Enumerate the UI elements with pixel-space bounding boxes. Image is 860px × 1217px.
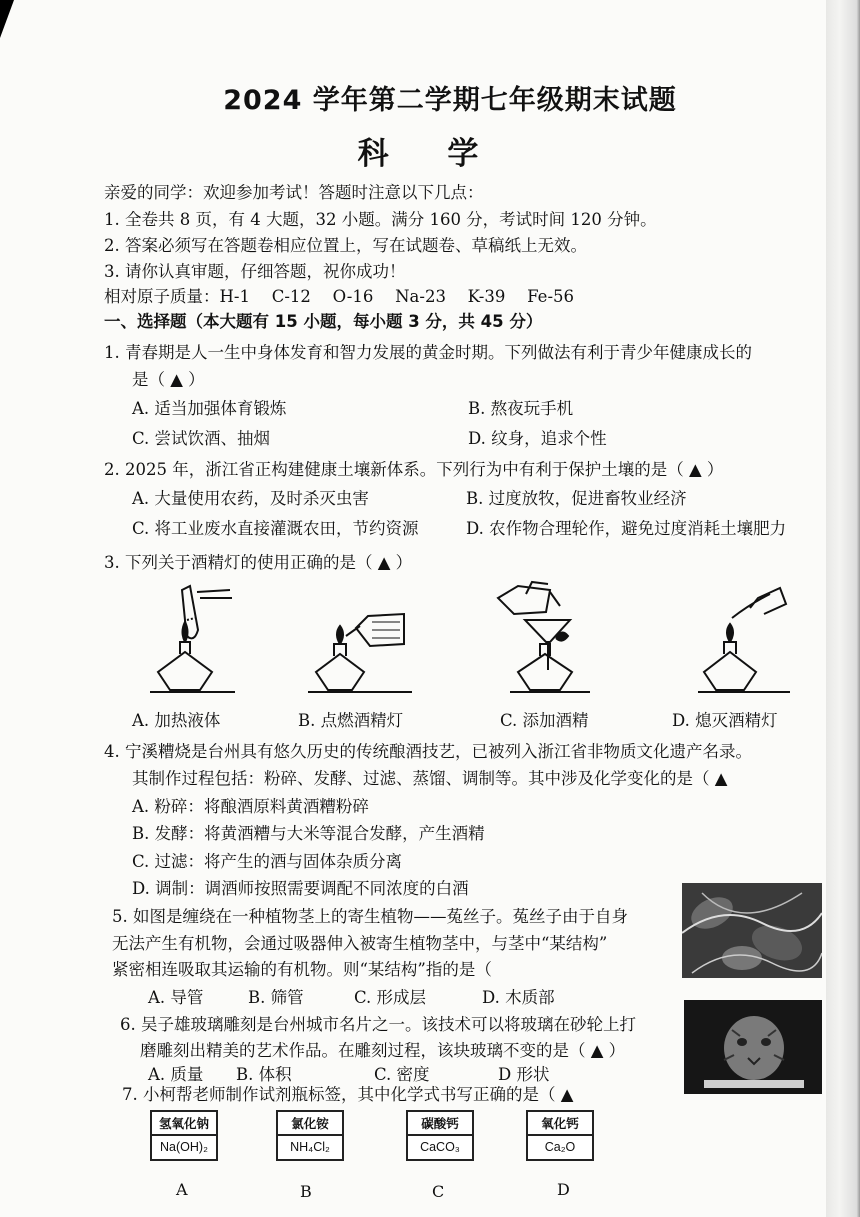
q3-option-a: A. 加热液体 xyxy=(132,711,221,730)
atomic-masses: 相对原子质量：H-1 C-12 O-16 Na-23 K-39 Fe-56 xyxy=(104,287,575,306)
q1-option-c: C. 尝试饮酒、抽烟 xyxy=(132,429,271,448)
section-heading: 一、选择题（本大题有 15 小题，每小题 3 分，共 45 分） xyxy=(104,312,543,331)
q4-option-a: A. 粉碎：将酿酒原料黄酒糟粉碎 xyxy=(132,797,369,816)
q4-option-b: B. 发酵：将黄酒糟与大米等混合发酵，产生酒精 xyxy=(132,824,485,843)
reagent-label-d xyxy=(526,1110,594,1161)
q2-option-c: C. 将工业废水直接灌溉农田，节约资源 xyxy=(132,519,419,538)
q4-stem-cont: 其制作过程包括：粉碎、发酵、过滤、蒸馏、调制等。其中涉及化学变化的是（ ▲ xyxy=(132,769,728,788)
q6-option-b: B. 体积 xyxy=(236,1065,292,1084)
q6-stem-cont: 磨雕刻出精美的艺术作品。在雕刻过程，该块玻璃不变的是（ ▲ ） xyxy=(140,1041,626,1060)
q4-stem: 4. 宁溪糟烧是台州具有悠久历史的传统酿酒技艺，已被列入浙江省非物质文化遗产名录。 xyxy=(104,742,752,761)
q3-option-c: C. 添加酒精 xyxy=(500,711,589,730)
q5-option-d: D. 木质部 xyxy=(482,988,555,1007)
q5-option-a: A. 导管 xyxy=(148,988,204,1007)
glass-tiger-carving-photo xyxy=(684,1000,822,1094)
q7-stem: 7. 小柯帮老师制作试剂瓶标签，其中化学式书写正确的是（ ▲ xyxy=(122,1085,574,1104)
q2-option-d: D. 农作物合理轮作，避免过度消耗土壤肥力 xyxy=(466,519,787,538)
reagent-label-b xyxy=(276,1110,344,1161)
scan-page-edge xyxy=(826,0,860,1217)
reagent-label-d-name: 氧化钙 xyxy=(528,1112,592,1136)
q5-option-b: B. 筛管 xyxy=(248,988,304,1007)
q4-option-c: C. 过滤：将产生的酒与固体杂质分离 xyxy=(132,852,403,871)
q2-option-a: A. 大量使用农药，及时杀灭虫害 xyxy=(132,489,369,508)
intro-note-2: 2. 答案必须写在答题卷相应位置上，写在试题卷、草稿纸上无效。 xyxy=(104,236,587,255)
q5-stem-cont-1: 无法产生有机物，会通过吸器伸入被寄生植物茎中，与茎中“某结构” xyxy=(112,934,608,953)
q6-stem: 6. 吴子雄玻璃雕刻是台州城市名片之一。该技术可以将玻璃在砂轮上打 xyxy=(120,1015,636,1034)
reagent-label-a-name: 氢氧化钠 xyxy=(152,1112,216,1136)
alcohol-lamp-heating-liquid-figure xyxy=(140,580,240,698)
reagent-label-d-formula: Ca₂O xyxy=(544,1140,576,1154)
reagent-label-a-formula: Na(OH)₂ xyxy=(160,1140,208,1154)
q1-stem-cont: 是（ ▲ ） xyxy=(132,370,205,389)
scan-corner-mark xyxy=(0,0,14,38)
intro-note-3: 3. 请你认真审题，仔细答题，祝你成功！ xyxy=(104,262,406,281)
exam-title: 2024 学年第二学期七年级期末试题 xyxy=(223,85,677,116)
q3-option-b: B. 点燃酒精灯 xyxy=(298,711,404,730)
adding-alcohol-funnel-figure xyxy=(490,580,610,698)
q7-choice-letter-a: A xyxy=(176,1180,188,1199)
reagent-label-c-name: 碳酸钙 xyxy=(408,1112,472,1136)
intro-greeting: 亲爱的同学：欢迎参加考试！答题时注意以下几点： xyxy=(104,183,484,202)
subject-title: 科 学 xyxy=(357,136,503,172)
reagent-label-a xyxy=(150,1110,218,1161)
q2-option-b: B. 过度放牧，促进畜牧业经济 xyxy=(466,489,687,508)
q1-option-a: A. 适当加强体育锻炼 xyxy=(132,399,287,418)
q6-option-c: C. 密度 xyxy=(374,1065,430,1084)
q4-option-d: D. 调制：调酒师按照需要调配不同浓度的白酒 xyxy=(132,879,469,898)
q6-option-d: D 形状 xyxy=(498,1065,550,1084)
q1-option-d: D. 纹身，追求个性 xyxy=(468,429,607,448)
dodder-plant-photo xyxy=(682,883,822,978)
q3-stem: 3. 下列关于酒精灯的使用正确的是（ ▲ ） xyxy=(104,553,413,572)
extinguishing-lamp-figure xyxy=(690,582,800,698)
lighting-lamp-with-lamp-figure xyxy=(300,598,420,698)
reagent-label-b-name: 氯化铵 xyxy=(278,1112,342,1136)
reagent-label-b-formula: NH₄Cl₂ xyxy=(290,1140,330,1154)
q5-option-c: C. 形成层 xyxy=(354,988,427,1007)
reagent-label-c-formula: CaCO₃ xyxy=(420,1140,460,1154)
q1-stem: 1. 青春期是人一生中身体发育和智力发展的黄金时期。下列做法有利于青少年健康成长的 xyxy=(104,343,752,362)
q1-option-b: B. 熬夜玩手机 xyxy=(468,399,574,418)
q6-option-a: A. 质量 xyxy=(148,1065,204,1084)
q5-stem: 5. 如图是缠绕在一种植物茎上的寄生植物——菟丝子。菟丝子由于自身 xyxy=(112,907,628,926)
q7-choice-letter-d: D xyxy=(557,1180,570,1199)
q5-stem-cont-2: 紧密相连吸取其运输的有机物。则“某结构”指的是（ xyxy=(112,960,492,979)
q7-choice-letter-c: C xyxy=(432,1182,445,1201)
q2-stem: 2. 2025 年，浙江省正构建健康土壤新体系。下列行为中有利于保护土壤的是（ ▲ ） xyxy=(104,460,724,479)
reagent-label-c xyxy=(406,1110,474,1161)
intro-note-1: 1. 全卷共 8 页，有 4 大题，32 小题。满分 160 分，考试时间 120 分钟。 xyxy=(104,210,657,229)
q3-option-d: D. 熄灭酒精灯 xyxy=(672,711,778,730)
q7-choice-letter-b: B xyxy=(300,1182,312,1201)
